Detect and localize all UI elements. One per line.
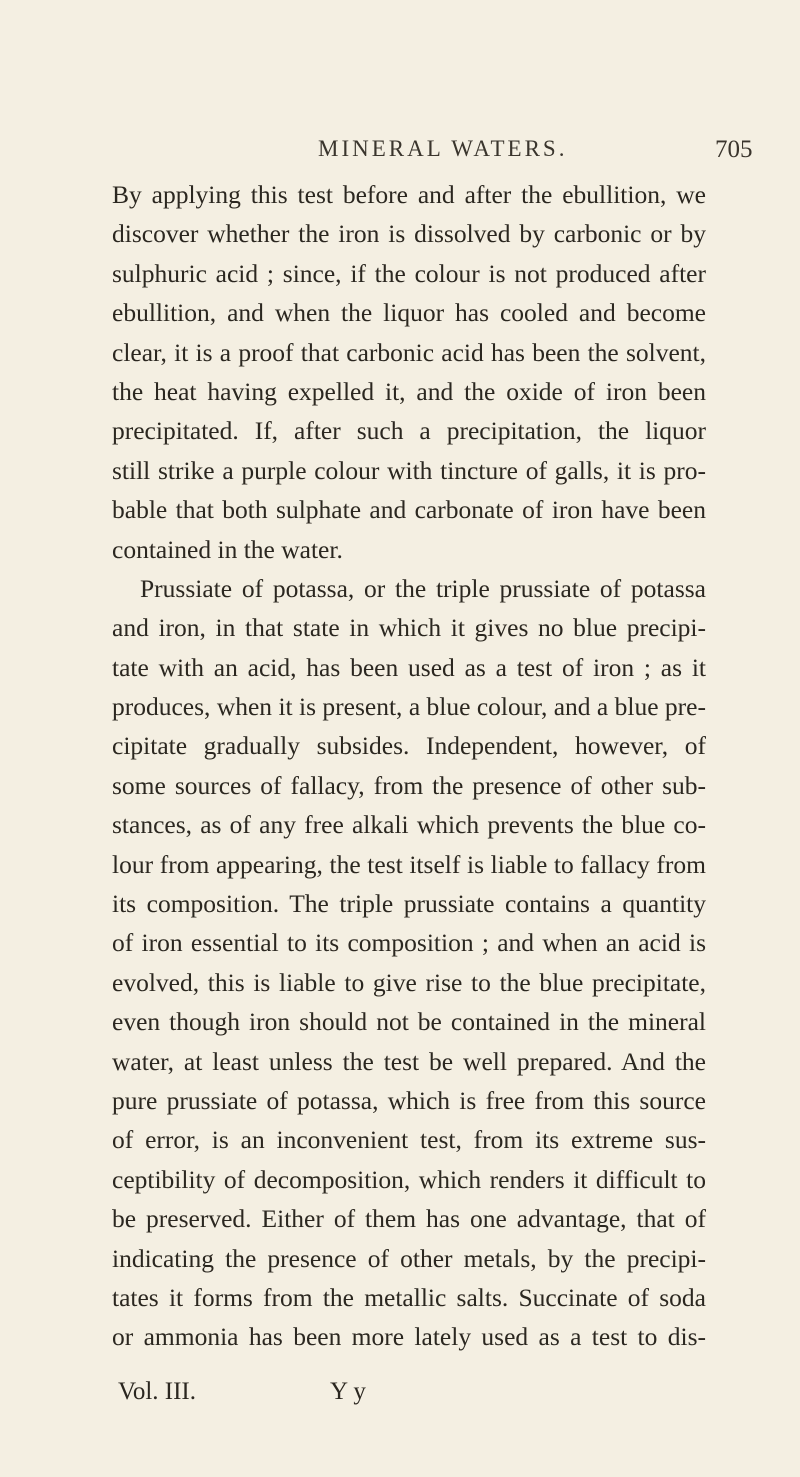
text-line: ceptibility of decomposition, which renders it difficult to <box>112 1164 706 1194</box>
page-header <box>0 136 800 176</box>
text-line: still strike a purple colour with tincture of galls, it is pro- <box>112 455 706 485</box>
signature-mark: Y y <box>330 1378 366 1405</box>
text-line: its composition. The triple prussiate contains a quantity <box>112 889 706 919</box>
body-text <box>112 175 706 1357</box>
text-line: of iron essential to its composition ; and when an acid is <box>112 928 706 958</box>
text-line: discover whether the iron is dissolved by carbonic or by <box>112 219 706 249</box>
text-line: bable that both sulphate and carbonate of iron have been <box>112 495 706 525</box>
text-line: clear, it is a proof that carbonic acid has been the solvent, <box>112 337 706 367</box>
text-line: even though iron should not be contained in the mineral <box>112 1007 706 1037</box>
page-footer <box>112 1378 706 1418</box>
page-number: 705 <box>715 136 753 163</box>
text-line: ebullition, and when the liquor has cooled and become <box>112 298 706 328</box>
text-line: or ammonia has been more lately used as a test to dis- <box>112 1322 706 1352</box>
text-line: and iron, in that state in which it gives no blue precipi- <box>112 613 706 643</box>
text-line: sulphuric acid ; since, if the colour is not produced after <box>112 258 706 288</box>
text-line: produces, when it is present, a blue colour, and a blue pre- <box>112 692 706 722</box>
text-line: of error, is an inconvenient test, from its extreme sus- <box>112 1125 706 1155</box>
text-line: contained in the water. <box>112 534 343 564</box>
text-line: be preserved. Either of them has one advantage, that of <box>112 1204 706 1234</box>
running-title: MINERAL WATERS. <box>318 136 568 161</box>
text-line: pure prussiate of potassa, which is free from this source <box>112 1085 706 1115</box>
text-line: By applying this test before and after the ebullition, we <box>112 180 706 209</box>
volume-label: Vol. III. <box>118 1378 197 1405</box>
text-line: water, at least unless the test be well prepared. And the <box>112 1046 706 1076</box>
text-line: lour from appearing, the test itself is liable to fallacy from <box>112 849 706 879</box>
text-line: precipitated. If, after such a precipitation, the liquor <box>112 416 706 446</box>
text-line: tates it forms from the metallic salts. Succinate of soda <box>112 1282 706 1312</box>
text-line: some sources of fallacy, from the presence of other sub- <box>112 770 706 800</box>
text-line: cipitate gradually subsides. Independent, however, of <box>112 731 706 761</box>
text-line: indicating the presence of other metals, by the precipi- <box>112 1243 706 1273</box>
text-line: Prussiate of potassa, or the triple prussiate of potassa <box>140 573 706 603</box>
text-line: evolved, this is liable to give rise to the blue precipitate, <box>112 967 706 997</box>
text-line: the heat having expelled it, and the oxide of iron been <box>112 376 706 406</box>
text-line: tate with an acid, has been used as a test of iron ; as it <box>112 652 706 682</box>
text-line: stances, as of any free alkali which prevents the blue co- <box>112 810 706 840</box>
